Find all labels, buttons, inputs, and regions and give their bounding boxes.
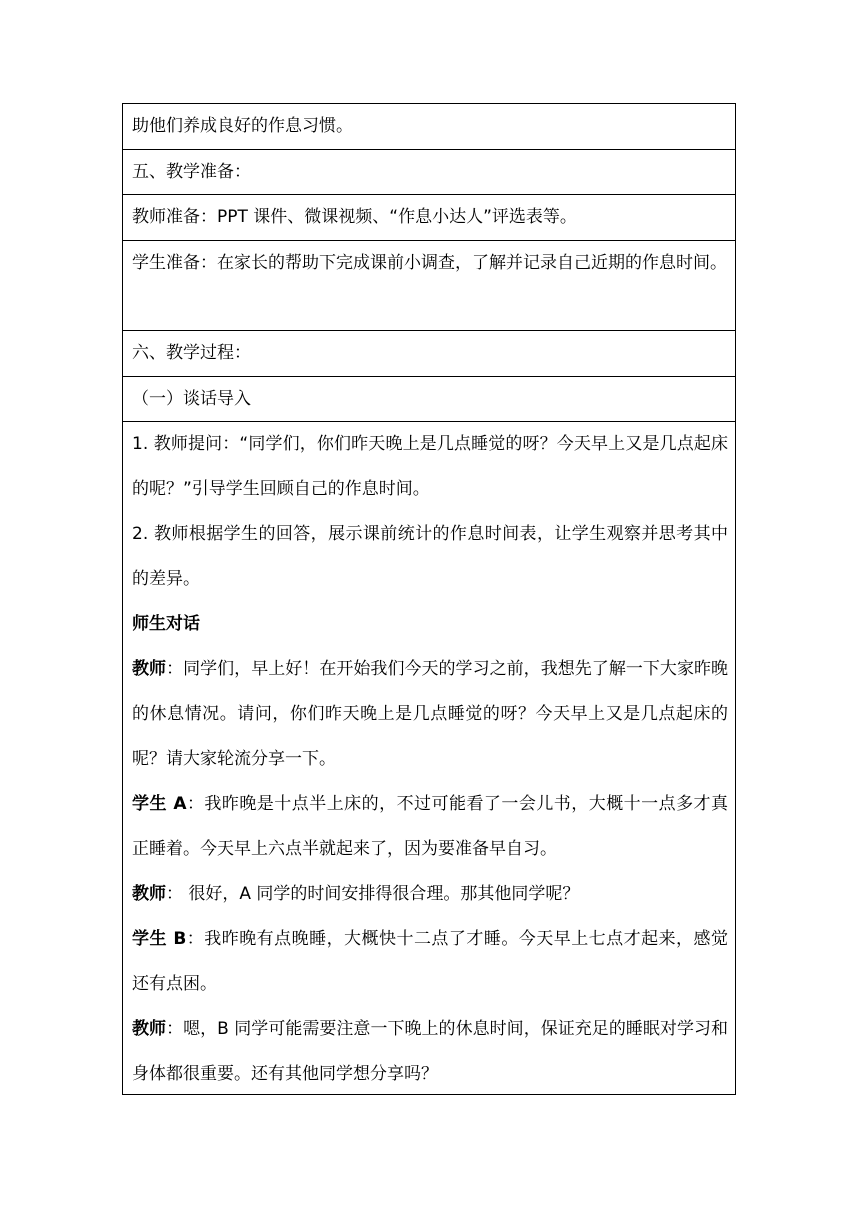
dialog-speaker: 学生 B [132,929,187,949]
section-heading: 六、教学过程： [132,343,251,363]
lesson-plan-table [122,103,736,1095]
row-text: 助他们养成良好的作息习惯。 [132,116,353,136]
row-text: 教师准备：PPT 课件、微课视频、“作息小达人”评选表等。 [132,207,577,227]
table-row [123,104,735,149]
dialog-line [132,647,728,782]
dialog-speaker: 教师 [132,884,166,904]
process-item: 2. 教师根据学生的回答，展示课前统计的作息时间表，让学生观察并思考其中的差异。 [132,524,728,589]
table-row [123,194,735,240]
table-row [123,149,735,194]
dialog-line [132,872,728,917]
dialog-line [132,782,728,872]
process-item: 1. 教师提问：“同学们，你们昨天晚上是几点睡觉的呀？今天早上又是几点起床的呢？”引导学生回顾自己的作息时间。 [132,434,728,499]
dialog-line [132,1007,728,1094]
dialog-line [132,917,728,1007]
dialog-heading: 师生对话 [132,614,200,634]
dialog-text: ：同学们，早上好！在开始我们今天的学习之前，我想先了解一下大家昨晚的休息情况。请问，你们昨天晚上是几点睡觉的呀？今天早上又是几点起床的呢？请大家轮流分享一下。 [132,659,729,769]
dialog-speaker: 教师 [132,659,167,679]
dialog-text: ：我昨晚是十点半上床的，不过可能看了一会儿书，大概十一点多才真正睡着。今天早上六点半就起来了，因为要准备早自习。 [132,794,728,859]
dialog-speaker: 教师 [132,1019,167,1039]
dialog-speaker: 学生 A [132,794,187,814]
subsection-heading: （一）谈话导入 [132,389,251,409]
dialog-text: ：我昨晚有点晚睡，大概快十二点了才睡。今天早上七点才起来，感觉还有点困。 [132,929,728,994]
row-text: 学生准备：在家长的帮助下完成课前小调查，了解并记录自己近期的作息时间。 [132,253,727,273]
dialog-text: ： 很好，A 同学的时间安排得很合理。那其他同学呢？ [166,884,580,904]
table-row [123,421,735,1094]
table-row [123,330,735,376]
table-row [123,240,735,330]
dialog-text: ：嗯，B 同学可能需要注意一下晚上的休息时间，保证充足的睡眠对学习和身体都很重要。还有其他同学想分享吗？ [132,1019,728,1084]
section-heading: 五、教学准备： [132,162,251,182]
table-row [123,376,735,421]
